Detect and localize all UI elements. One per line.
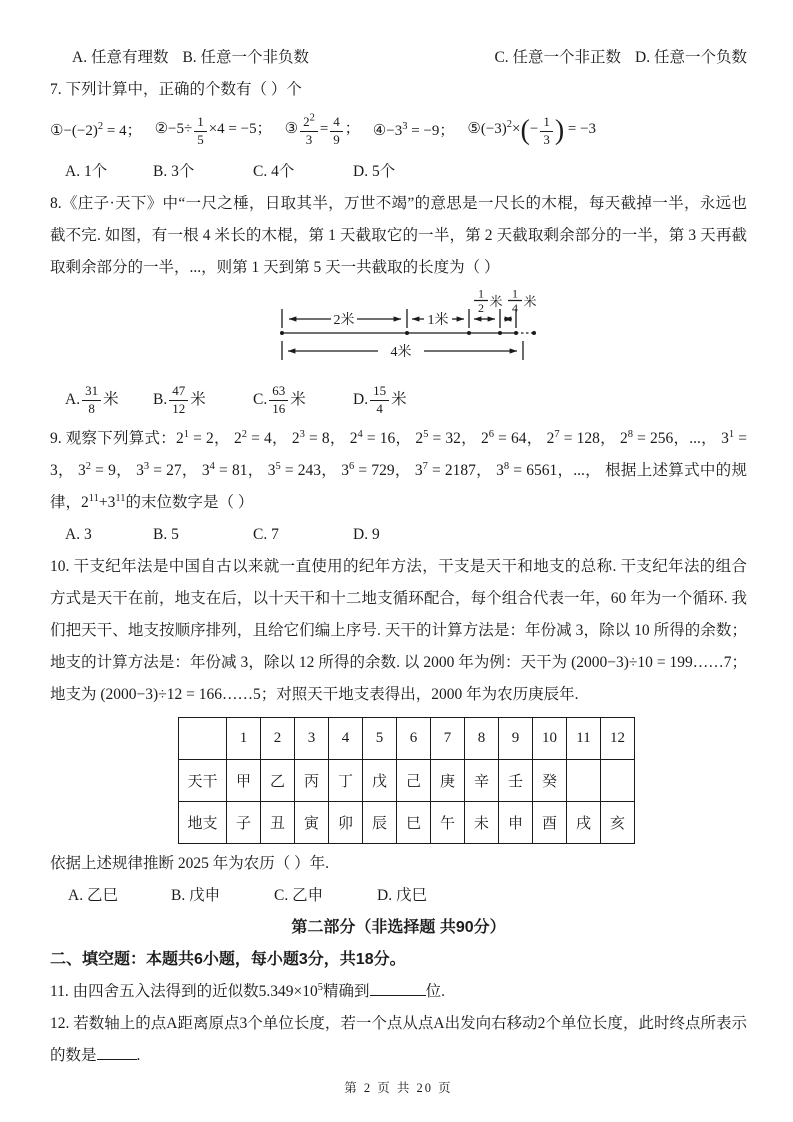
option-b: B. 戊申 [171, 887, 221, 904]
table-cell: 辰 [363, 802, 397, 844]
power-eq: $2^5 = 32$， [415, 428, 481, 447]
formula-1: $①-(-2)^2 = 4$； [50, 120, 142, 139]
table-cell: 己 [397, 760, 431, 802]
table-cell: 巳 [397, 802, 431, 844]
fraction-quarter-den: 4 [512, 301, 518, 315]
question-11: 11. 由四舍五入法得到的近似数$5.349\times 10^5$精确到 位. [50, 981, 445, 1000]
power-eq: $3^6 = 729$， [341, 460, 415, 479]
table-cell: 1 [227, 718, 261, 760]
power-eq: $3^1 = 3$， [50, 428, 747, 479]
power-eq: $3^{11}$ [107, 492, 126, 511]
table-cell [179, 718, 227, 760]
table-cell: 未 [465, 802, 499, 844]
table-cell: 庚 [431, 760, 465, 802]
segment-label-2m: 2米 [333, 313, 355, 328]
table-row-dizhi [179, 802, 635, 844]
table-cell: 酉 [533, 802, 567, 844]
table-cell: 卯 [329, 802, 363, 844]
table-cell: 8 [465, 718, 499, 760]
option-d: D. 任意一个负数 [635, 49, 747, 66]
table-cell: 壬 [499, 760, 533, 802]
question-6-options-row [50, 42, 747, 74]
table-cell: 亥 [601, 802, 635, 844]
power-eq: $3^4 = 81$， [201, 460, 268, 479]
table-row-index [179, 718, 635, 760]
table-cell: 午 [431, 802, 465, 844]
formula-3: ③ $\frac{2^2}{3}$ = $\frac{4}{9}$ ； [284, 112, 360, 147]
table-cell: 乙 [261, 760, 295, 802]
power-eq: $3^7 = 2187$， [414, 460, 497, 479]
table-cell: 戊 [363, 760, 397, 802]
total-label-4m: 4米 [390, 345, 412, 360]
answer-blank [370, 981, 426, 996]
table-cell: 丁 [329, 760, 363, 802]
option-c: C. 任意一个非正数 [494, 49, 622, 66]
question-7-formulas [50, 106, 747, 156]
table-cell: 子 [227, 802, 261, 844]
power-eq: $3^5 = 243$， [267, 460, 342, 479]
table-cell: 7 [431, 718, 465, 760]
option-a: A. 任意有理数 [72, 49, 169, 66]
question-7-stem: 7. 下列计算中，正确的个数有（ ）个 [50, 81, 302, 98]
rod-diagram [278, 287, 747, 376]
option-d: D. 5个 [353, 163, 396, 180]
power-eq: $2^2 = 4$， [233, 428, 292, 447]
table-cell: 癸 [533, 760, 567, 802]
answer-blank [97, 1045, 137, 1060]
option-c: C. 63 16 米 [253, 382, 306, 416]
table-cell: 甲 [227, 760, 261, 802]
question-9-text: 9. 观察下列算式：$2^1 = 2$， $2^2 = 4$， $2^3 = 8$， $2^4 = 16$， $2^5 = 32$， $2^6 = 64$， $2^7 = 128$， $2^8 = 256$，...， $3^1 = 3$， $3^2 = 9$， $3^3 = 27$， $3^4 = 81$， $3^5 = 243$， $3^6 = 729$， $3^7 = 2187$， $3^8 = 6561$，...， 根据上述算式中的规律，$2^{11}+3^{11}$的末位数字是（ ） [50, 428, 747, 511]
fraction-quarter-unit: 米 [523, 294, 537, 309]
power-eq: $2^3 = 8$， [291, 428, 350, 447]
power-eq: $2^6 = 64$， [481, 428, 547, 447]
option-b: B. 任意一个非负数 [182, 49, 310, 66]
table-cell: 寅 [295, 802, 329, 844]
fraction-half-unit: 米 [489, 294, 503, 309]
question-8-options [50, 377, 747, 423]
formula-4: $④-3^3 = -9$； [372, 120, 455, 139]
formula-5: $⑤(-3)^2\times(-$ $\frac{1}{3}$ ) = −3 [467, 113, 597, 147]
table-cell [601, 760, 635, 802]
table-cell [567, 760, 601, 802]
table-cell: 申 [499, 802, 533, 844]
ganzhi-table [178, 717, 635, 844]
option-d: D. 戊巳 [377, 887, 427, 904]
option-d: D. 15 4 米 [353, 382, 407, 416]
table-cell: 6 [397, 718, 431, 760]
option-c: C. 7 [253, 526, 279, 543]
table-cell: 辛 [465, 760, 499, 802]
fraction-half-num: 1 [478, 287, 484, 301]
table-cell: 11 [567, 718, 601, 760]
table-cell: 地支 [179, 802, 227, 844]
option-b: B. 5 [153, 526, 179, 543]
table-cell: 3 [295, 718, 329, 760]
option-c: C. 4个 [253, 163, 295, 180]
question-10-options [50, 880, 747, 912]
option-c: C. 乙申 [274, 887, 324, 904]
segment-label-1m: 1米 [427, 313, 449, 328]
power-eq: $3^8 = 6561$，...， [496, 460, 606, 479]
option-a: A. 1个 [65, 163, 108, 180]
fraction-half-den: 2 [478, 301, 484, 315]
question-9-options [50, 519, 747, 551]
question-7-options [50, 156, 747, 188]
table-cell: 丙 [295, 760, 329, 802]
fraction-quarter-num: 1 [512, 287, 518, 301]
power-eq: $2^7 = 128$， [546, 428, 621, 447]
table-row-tiangan [179, 760, 635, 802]
question-12: 12. 若数轴上的点A距离原点3个单位长度，若一个点从点A出发向右移动2个单位长度，此时终点所表示的数是 . [50, 1015, 747, 1064]
power-eq: $2^4 = 16$， [349, 428, 416, 447]
power-eq: $3^2 = 9$， [78, 460, 137, 479]
page-footer: 第 2 页 共 20 页 [344, 1081, 453, 1095]
rod-diagram-svg [278, 287, 546, 371]
fill-in-section-header: 二、填空题：本题共6小题，每小题3分，共18分。 [50, 951, 406, 968]
question-10-text: 10. 干支纪年法是中国自古以来就一直使用的纪年方法，干支是天干和地支的总称. 干支纪年法的组合方式是天干在前，地支在后，以十天干和十二地支循环配合，每个组合代表一年，60 年为一个循环. 我们把天干、地支按顺序排列，且给它们编上序号. 天干的计算方法是：年份减 3，除以 10 所得的余数；地支的计算方法是：年份减 3，除以 12 所得的余数. 以 2000 年为例：天干为 (2000−3)÷10 = 199……7；地支为 (2000−3)÷12 = 166……5；对照天干地支表得出，2000 年为农历庚辰年. [50, 558, 747, 703]
table-cell: 12 [601, 718, 635, 760]
table-cell: 丑 [261, 802, 295, 844]
option-d: D. 9 [353, 526, 380, 543]
question-8-text: 8.《庄子·天下》中“一尺之棰，日取其半，万世不竭”的意思是一尺长的木棍，每天截掉一半，永远也截不完. 如图，有一根 4 米长的木棍，第 1 天截取它的一半，第 2 天截取剩余部分的一半，第 3 天再截取剩余部分的一半，...，则第 1 天到第 5 天一共截取的长度为（ ） [50, 195, 747, 276]
table-cell: 2 [261, 718, 295, 760]
table-cell: 戌 [567, 802, 601, 844]
formula-2: ②−5÷ $\frac{1}{5}$ ×4 = −5； [154, 113, 272, 147]
power-eq: $2^8 = 256$，...， [620, 428, 722, 447]
table-cell: 5 [363, 718, 397, 760]
table-cell: 9 [499, 718, 533, 760]
power-eq: $2^{11}+$ [81, 492, 108, 511]
option-a: A. 3 [65, 526, 92, 543]
option-b: B. 47 12 米 [153, 382, 206, 416]
table-cell: 4 [329, 718, 363, 760]
power-eq: $3^3 = 27$， [136, 460, 202, 479]
diagram-labels [334, 287, 537, 360]
option-b: B. 3个 [153, 163, 195, 180]
table-cell: 10 [533, 718, 567, 760]
power-eq: $2^1 = 2$， [176, 428, 234, 447]
table-cell: 天干 [179, 760, 227, 802]
option-a: A. 乙巳 [68, 887, 118, 904]
part2-title: 第二部分（非选择题 共90分） [291, 919, 506, 936]
question-10-followup: 依据上述规律推断 2025 年为农历（ ）年. [50, 855, 330, 872]
option-a: A. 31 8 米 [65, 382, 119, 416]
